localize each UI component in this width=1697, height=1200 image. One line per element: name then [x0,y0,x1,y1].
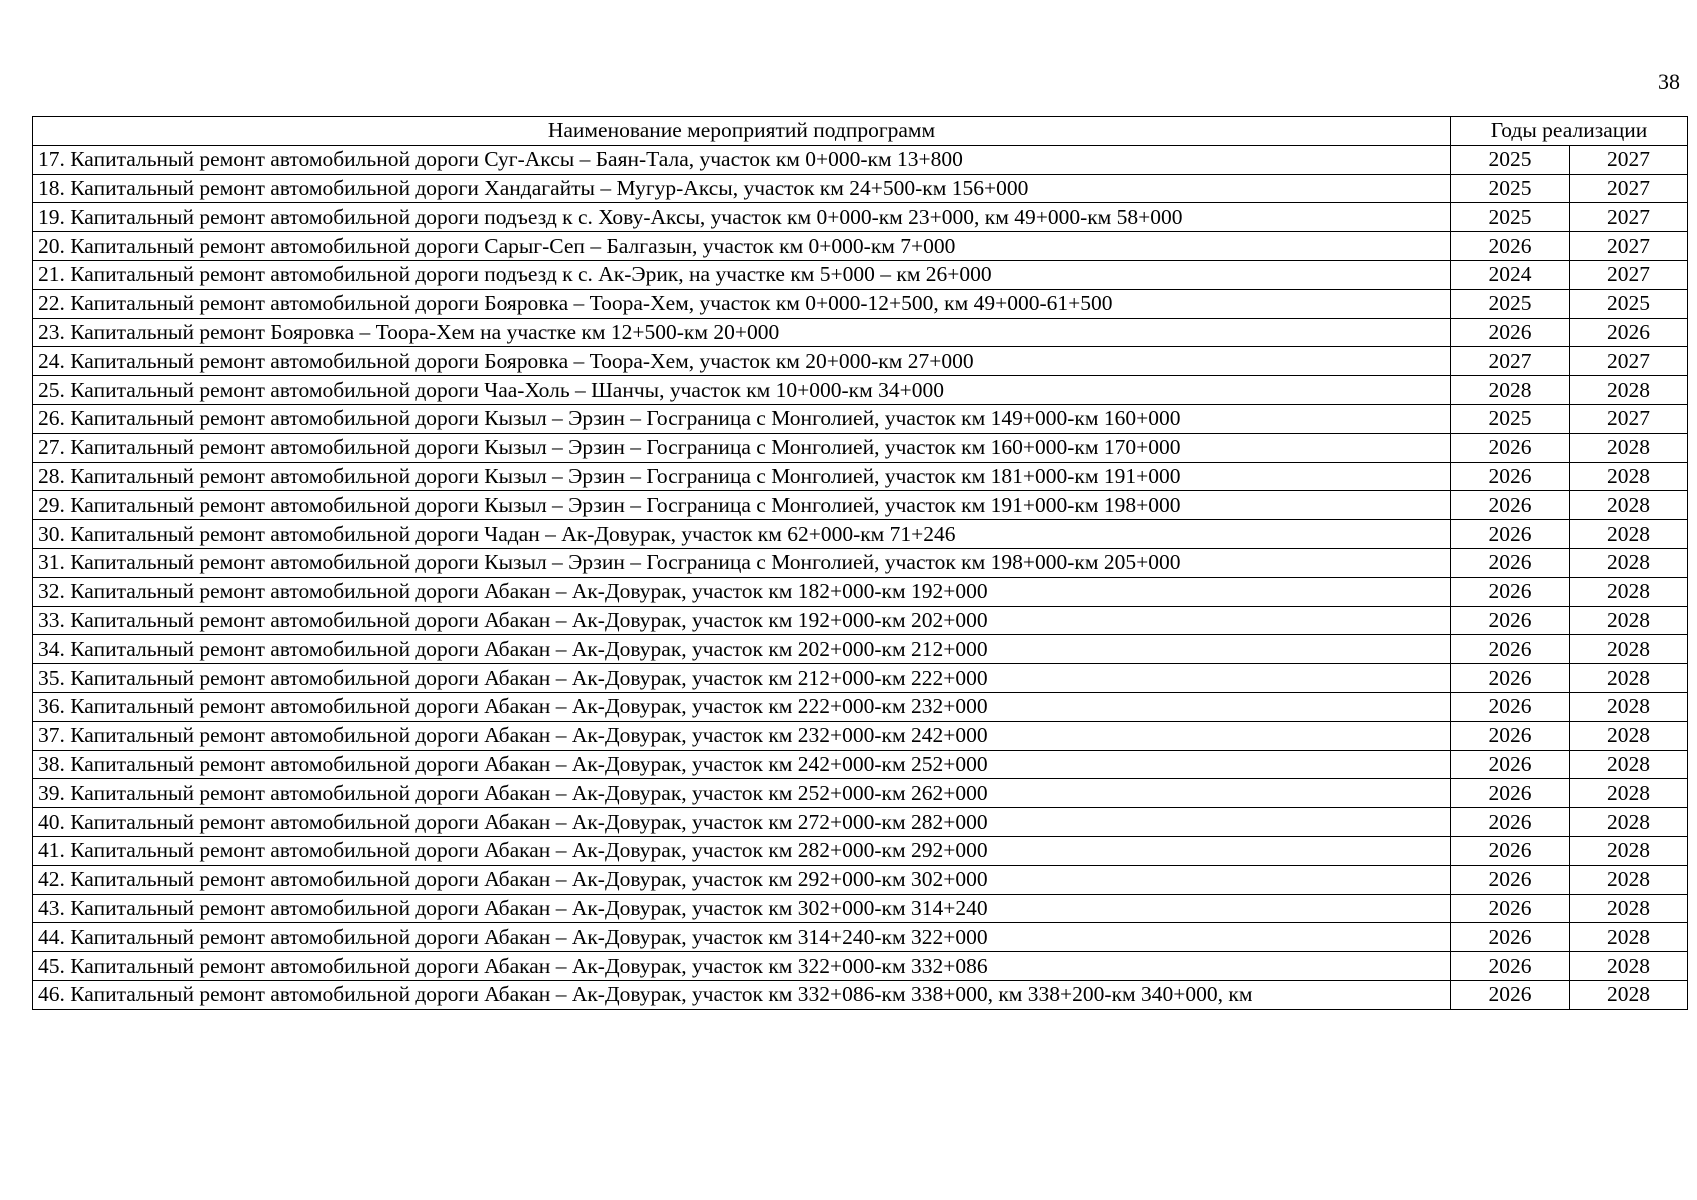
activity-name-cell: 31. Капитальный ремонт автомобильной дороги Кызыл – Эрзин – Госграница с Монголией, участок км 198+000-км 205+000 [33,548,1451,577]
activity-name-cell: 21. Капитальный ремонт автомобильной дороги подъезд к с. Ак-Эрик, на участке км 5+000 – км 26+000 [33,260,1451,289]
start-year-cell: 2026 [1451,635,1570,664]
activity-name-cell: 42. Капитальный ремонт автомобильной дороги Абакан – Ак-Довурак, участок км 292+000-км 302+000 [33,865,1451,894]
end-year-cell: 2028 [1570,577,1688,606]
end-year-cell: 2026 [1570,318,1688,347]
table-row [33,721,1688,750]
table-row [33,606,1688,635]
table-row [33,894,1688,923]
end-year-cell: 2025 [1570,289,1688,318]
table-row [33,779,1688,808]
start-year-cell: 2028 [1451,376,1570,405]
start-year-cell: 2026 [1451,692,1570,721]
end-year-cell: 2028 [1570,865,1688,894]
end-year-cell: 2028 [1570,692,1688,721]
table-row [33,577,1688,606]
table-row [33,318,1688,347]
start-year-cell: 2026 [1451,923,1570,952]
end-year-cell: 2027 [1570,145,1688,174]
activity-name-cell: 36. Капитальный ремонт автомобильной дороги Абакан – Ак-Довурак, участок км 222+000-км 232+000 [33,692,1451,721]
activity-name-cell: 32. Капитальный ремонт автомобильной дороги Абакан – Ак-Довурак, участок км 182+000-км 192+000 [33,577,1451,606]
table-row [33,952,1688,981]
table-row [33,548,1688,577]
end-year-cell: 2028 [1570,894,1688,923]
end-year-cell: 2028 [1570,923,1688,952]
end-year-cell: 2028 [1570,635,1688,664]
end-year-cell: 2028 [1570,606,1688,635]
table-row [33,865,1688,894]
header-implementation-years: Годы реализации [1451,117,1688,146]
start-year-cell: 2026 [1451,952,1570,981]
start-year-cell: 2026 [1451,491,1570,520]
table-row [33,664,1688,693]
table-row [33,289,1688,318]
end-year-cell: 2028 [1570,808,1688,837]
activity-name-cell: 45. Капитальный ремонт автомобильной дороги Абакан – Ак-Довурак, участок км 322+000-км 332+086 [33,952,1451,981]
activity-name-cell: 35. Капитальный ремонт автомобильной дороги Абакан – Ак-Довурак, участок км 212+000-км 222+000 [33,664,1451,693]
table-row [33,260,1688,289]
activity-name-cell: 23. Капитальный ремонт Бояровка – Тоора-Хем на участке км 12+500-км 20+000 [33,318,1451,347]
table-row [33,520,1688,549]
start-year-cell: 2025 [1451,404,1570,433]
end-year-cell: 2027 [1570,347,1688,376]
end-year-cell: 2027 [1570,203,1688,232]
start-year-cell: 2025 [1451,174,1570,203]
end-year-cell: 2028 [1570,548,1688,577]
activity-name-cell: 33. Капитальный ремонт автомобильной дороги Абакан – Ак-Довурак, участок км 192+000-км 202+000 [33,606,1451,635]
end-year-cell: 2028 [1570,750,1688,779]
end-year-cell: 2028 [1570,491,1688,520]
page-number: 38 [1658,69,1680,94]
start-year-cell: 2026 [1451,232,1570,261]
end-year-cell: 2028 [1570,952,1688,981]
start-year-cell: 2026 [1451,808,1570,837]
end-year-cell: 2028 [1570,779,1688,808]
activity-name-cell: 25. Капитальный ремонт автомобильной дороги Чаа-Холь – Шанчы, участок км 10+000-км 34+000 [33,376,1451,405]
end-year-cell: 2028 [1570,376,1688,405]
start-year-cell: 2025 [1451,203,1570,232]
table-row [33,836,1688,865]
table-row [33,462,1688,491]
table-row [33,347,1688,376]
table-header-row [33,117,1688,146]
start-year-cell: 2024 [1451,260,1570,289]
activity-name-cell: 34. Капитальный ремонт автомобильной дороги Абакан – Ак-Довурак, участок км 202+000-км 212+000 [33,635,1451,664]
activity-name-cell: 37. Капитальный ремонт автомобильной дороги Абакан – Ак-Довурак, участок км 232+000-км 242+000 [33,721,1451,750]
start-year-cell: 2026 [1451,577,1570,606]
activity-name-cell: 29. Капитальный ремонт автомобильной дороги Кызыл – Эрзин – Госграница с Монголией, участок км 191+000-км 198+000 [33,491,1451,520]
activity-name-cell: 38. Капитальный ремонт автомобильной дороги Абакан – Ак-Довурак, участок км 242+000-км 252+000 [33,750,1451,779]
activities-table [32,116,1688,1010]
start-year-cell: 2026 [1451,836,1570,865]
activity-name-cell: 24. Капитальный ремонт автомобильной дороги Бояровка – Тоора-Хем, участок км 20+000-км 27+000 [33,347,1451,376]
start-year-cell: 2026 [1451,548,1570,577]
start-year-cell: 2025 [1451,289,1570,318]
start-year-cell: 2026 [1451,664,1570,693]
end-year-cell: 2028 [1570,664,1688,693]
end-year-cell: 2027 [1570,232,1688,261]
end-year-cell: 2028 [1570,721,1688,750]
start-year-cell: 2026 [1451,980,1570,1009]
activity-name-cell: 17. Капитальный ремонт автомобильной дороги Суг-Аксы – Баян-Тала, участок км 0+000-км 13+800 [33,145,1451,174]
table-row [33,980,1688,1009]
header-activity-name: Наименование мероприятий подпрограмм [33,117,1451,146]
start-year-cell: 2027 [1451,347,1570,376]
table-row [33,923,1688,952]
start-year-cell: 2026 [1451,462,1570,491]
activity-name-cell: 41. Капитальный ремонт автомобильной дороги Абакан – Ак-Довурак, участок км 282+000-км 292+000 [33,836,1451,865]
table-row [33,404,1688,433]
start-year-cell: 2026 [1451,894,1570,923]
activity-name-cell: 22. Капитальный ремонт автомобильной дороги Бояровка – Тоора-Хем, участок км 0+000-12+500, км 49+000-61+500 [33,289,1451,318]
table-row [33,692,1688,721]
end-year-cell: 2028 [1570,520,1688,549]
end-year-cell: 2028 [1570,980,1688,1009]
start-year-cell: 2026 [1451,865,1570,894]
end-year-cell: 2027 [1570,174,1688,203]
start-year-cell: 2026 [1451,779,1570,808]
table-row [33,433,1688,462]
table-row [33,174,1688,203]
end-year-cell: 2028 [1570,462,1688,491]
end-year-cell: 2027 [1570,260,1688,289]
start-year-cell: 2026 [1451,606,1570,635]
end-year-cell: 2027 [1570,404,1688,433]
table-row [33,232,1688,261]
activity-name-cell: 26. Капитальный ремонт автомобильной дороги Кызыл – Эрзин – Госграница с Монголией, участок км 149+000-км 160+000 [33,404,1451,433]
activity-name-cell: 40. Капитальный ремонт автомобильной дороги Абакан – Ак-Довурак, участок км 272+000-км 282+000 [33,808,1451,837]
activity-name-cell: 46. Капитальный ремонт автомобильной дороги Абакан – Ак-Довурак, участок км 332+086-км 338+000, км 338+200-км 340+000, км [33,980,1451,1009]
table-body [33,145,1688,1009]
table-row [33,376,1688,405]
table-row [33,491,1688,520]
activity-name-cell: 44. Капитальный ремонт автомобильной дороги Абакан – Ак-Довурак, участок км 314+240-км 322+000 [33,923,1451,952]
table-row [33,808,1688,837]
activity-name-cell: 20. Капитальный ремонт автомобильной дороги Сарыг-Сеп – Балгазын, участок км 0+000-км 7+000 [33,232,1451,261]
start-year-cell: 2026 [1451,721,1570,750]
activity-name-cell: 28. Капитальный ремонт автомобильной дороги Кызыл – Эрзин – Госграница с Монголией, участок км 181+000-км 191+000 [33,462,1451,491]
start-year-cell: 2025 [1451,145,1570,174]
activity-name-cell: 18. Капитальный ремонт автомобильной дороги Хандагайты – Мугур-Аксы, участок км 24+500-км 156+000 [33,174,1451,203]
end-year-cell: 2028 [1570,836,1688,865]
activity-name-cell: 19. Капитальный ремонт автомобильной дороги подъезд к с. Хову-Аксы, участок км 0+000-км 23+000, км 49+000-км 58+000 [33,203,1451,232]
table-row [33,203,1688,232]
end-year-cell: 2028 [1570,433,1688,462]
start-year-cell: 2026 [1451,433,1570,462]
start-year-cell: 2026 [1451,750,1570,779]
start-year-cell: 2026 [1451,520,1570,549]
activity-name-cell: 27. Капитальный ремонт автомобильной дороги Кызыл – Эрзин – Госграница с Монголией, участок км 160+000-км 170+000 [33,433,1451,462]
activity-name-cell: 30. Капитальный ремонт автомобильной дороги Чадан – Ак-Довурак, участок км 62+000-км 71+246 [33,520,1451,549]
activity-name-cell: 39. Капитальный ремонт автомобильной дороги Абакан – Ак-Довурак, участок км 252+000-км 262+000 [33,779,1451,808]
table-row [33,145,1688,174]
table-row [33,750,1688,779]
start-year-cell: 2026 [1451,318,1570,347]
activity-name-cell: 43. Капитальный ремонт автомобильной дороги Абакан – Ак-Довурак, участок км 302+000-км 314+240 [33,894,1451,923]
table-row [33,635,1688,664]
